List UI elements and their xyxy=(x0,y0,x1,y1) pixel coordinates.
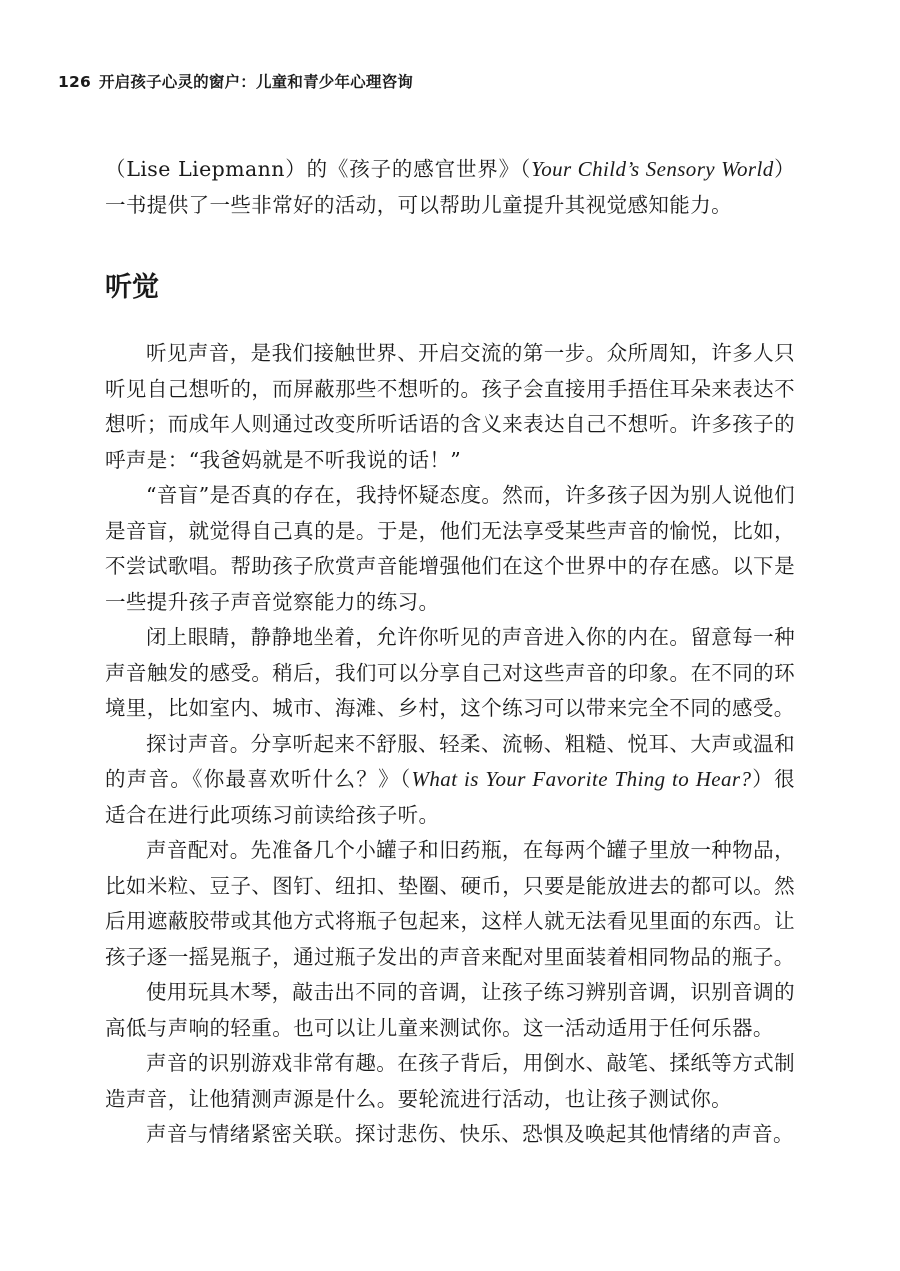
paragraph: 声音配对。先准备几个小罐子和旧药瓶，在每两个罐子里放一种物品，比如米粒、豆子、图钉、纽扣、垫圈、硬币，只要是能放进去的都可以。然后用遮蔽胶带或其他方式将瓶子包起来，这样人就无法看见里面的东西。让孩子逐一摇晃瓶子，通过瓶子发出的声音来配对里面装着相同物品的瓶子。 xyxy=(105,838,795,969)
page-number: 126 xyxy=(58,73,91,91)
explore-book-title: What is Your Favorite Thing to Hear? xyxy=(411,767,752,791)
explore-text-before: 探讨声音。分享听起来不舒服、轻柔、流畅、粗糙、悦耳、大声或温和的声音。《你最喜欢听什么？》（ xyxy=(105,731,795,791)
explore-paragraph xyxy=(105,727,795,834)
intro-text-after: ）一书提供了一些非常好的活动，可以帮助儿童提升其视觉感知能力。 xyxy=(105,157,795,217)
running-header xyxy=(58,70,413,92)
intro-book-title: Your Child’s Sensory World xyxy=(531,157,774,181)
intro-paragraph xyxy=(105,152,795,223)
intro-text-before: （Lise Liepmann）的《孩子的感官世界》（ xyxy=(105,157,532,181)
book-title: 开启孩子心灵的窗户：儿童和青少年心理咨询 xyxy=(98,73,413,91)
paragraph: 声音的识别游戏非常有趣。在孩子背后，用倒水、敲笔、揉纸等方式制造声音，让他猜测声源是什么。要轮流进行活动，也让孩子测试你。 xyxy=(105,1051,795,1111)
paragraph: “音盲”是否真的存在，我持怀疑态度。然而，许多孩子因为别人说他们是音盲，就觉得自己真的是。于是，他们无法享受某些声音的愉悦，比如，不尝试歌唱。帮助孩子欣赏声音能增强他们在这个世界中的存在感。以下是一些提升孩子声音觉察能力的练习。 xyxy=(105,483,795,614)
paragraph: 声音与情绪紧密关联。探讨悲伤、快乐、恐惧及唤起其他情绪的声音。 xyxy=(146,1122,794,1146)
page-body xyxy=(105,152,795,1153)
paragraph: 闭上眼睛，静静地坐着，允许你听见的声音进入你的内在。留意每一种声音触发的感受。稍后，我们可以分享自己对这些声音的印象。在不同的环境里，比如室内、城市、海滩、乡村，这个练习可以带来完全不同的感受。 xyxy=(105,625,795,720)
section-title: 听觉 xyxy=(105,272,159,303)
explore-text-after: ）很适合在进行此项练习前读给孩子听。 xyxy=(105,767,796,827)
paragraph: 听见声音，是我们接触世界、开启交流的第一步。众所周知，许多人只听见自己想听的，而屏蔽那些不想听的。孩子会直接用手捂住耳朵来表达不想听；而成年人则通过改变所听话语的含义来表达自己不想听。许多孩子的呼声是：“我爸妈就是不听我说的话！” xyxy=(105,341,795,472)
paragraph: 使用玩具木琴，敲击出不同的音调，让孩子练习辨别音调，识别音调的高低与声响的轻重。也可以让儿童来测试你。这一活动适用于任何乐器。 xyxy=(105,980,795,1040)
